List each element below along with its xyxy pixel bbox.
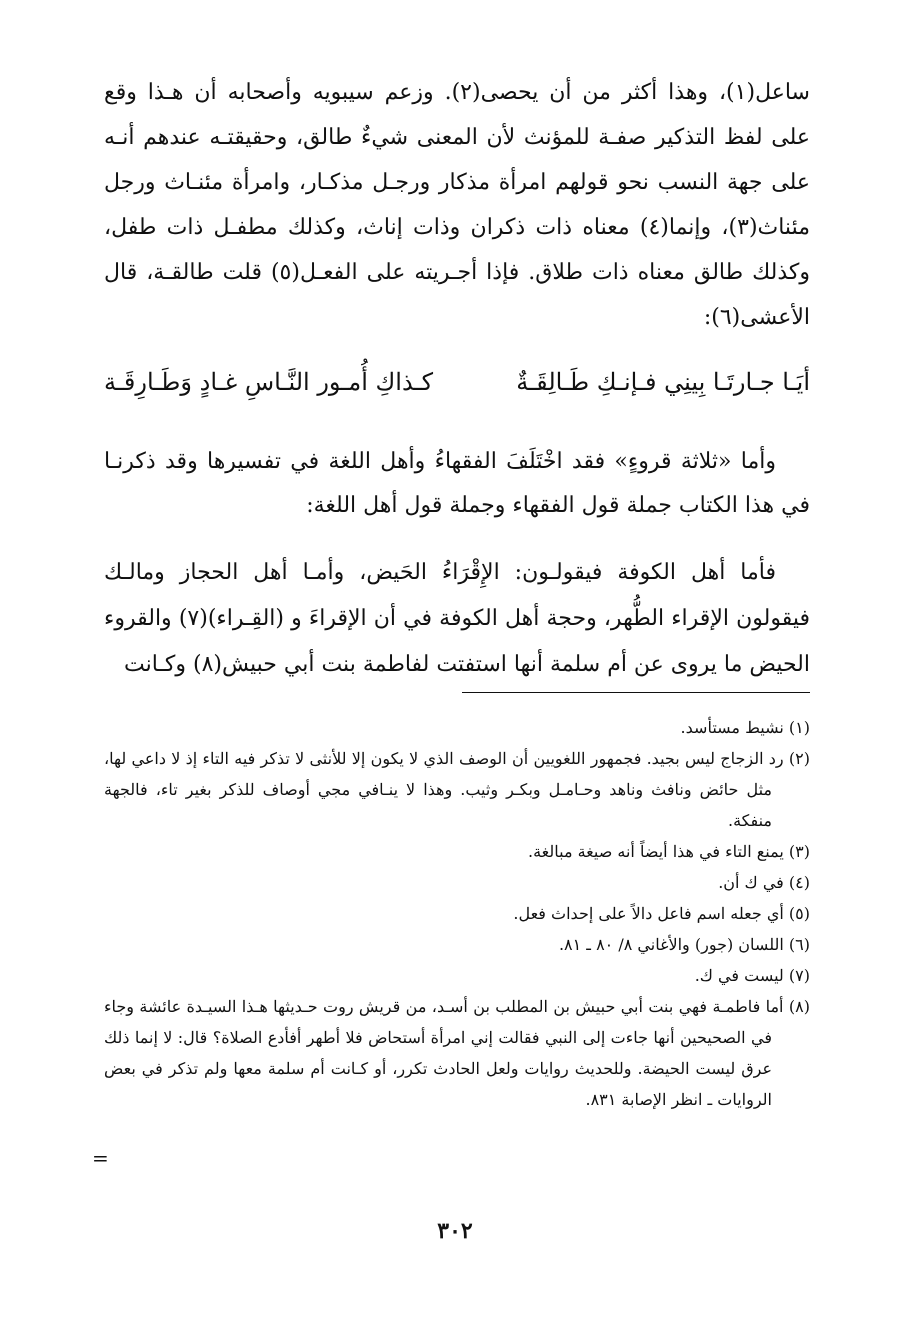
footnote-text: يمنع التاء في هذا أيضاً أنه صيغة مبالغة.: [527, 842, 784, 861]
footnote-number: (٨): [788, 997, 810, 1016]
footnote-number: (٧): [788, 966, 810, 985]
paragraph-1: ساعل(١)، وهذا أكثر من أن يحصى(٢). وزعم سيبويه وأصحابه أن هـذا وقع على لفظ التذكير صفـة للمؤنث لأن المعنى شيءٌ طالق، وحقيقتـه عندهم أنـه على جهة النسب نحو قولهم امرأة مذكار ورجـل مذكـار، وامرأة مئنـاث ورجل مئناث(٣)، وإنما(٤) معناه ذات ذكران وذات إناث، وكذلك مطفـل ذات طفل، وكذلك طالق معناه ذات طلاق. فإذا أجـريته على الفعـل(٥) قلت طالقـة، قال الأعشى(٦):: [104, 80, 810, 330]
footnote-text: رد الزجاج ليس بجيد. فجمهور اللغويين أن الوصف الذي لا يكون إلا للأنثى لا تذكر فيه التاء إذ لا داعي لها، مثل حائض ونافث وناهد وحـامـل وبكـر وثيب. وهذا لا ينـافي مجي أوصاف للذكر بغير تاء، فالجهة منفكة.: [104, 749, 784, 830]
page-number: ٣٠٢: [437, 1218, 473, 1244]
footnote-8: [104, 991, 810, 1115]
footnote-number: (٣): [788, 842, 810, 861]
footnote-number: (٢): [788, 749, 810, 768]
verse-second-hemistich: كـذاكِ أُمـور النَّـاسِ غـادٍ وَطَـارِقَـة: [104, 368, 434, 396]
footnote-text: أما فاطمـة فهي بنت أبي حبيش بن المطلب بن أسـد، من قريش روت حـديثها هـذا السيـدة عائشة وجاء في الصحيحين أنها جاءت إلى النبي فقالت إني امرأة أستحاض فلا أطهر أفأدع الصلاة؟ قال: لا إنما ذلك عرق ليست الحيضة. وللحديث روايات ولعل الحادث تكرر، أو كـانت أم سلمة معها ولم تذكر في بعض الروايات ـ انظر الإصابة ٨٣١.: [104, 997, 784, 1109]
footnote-text: نشيط مستأسد.: [680, 718, 784, 737]
footnote-1: [104, 712, 810, 743]
footnote-number: (١): [788, 718, 810, 737]
footnote-3: [104, 836, 810, 867]
main-text: [104, 70, 810, 340]
footnote-5: [104, 898, 810, 929]
footnote-number: (٥): [788, 904, 810, 923]
paragraph-3: فأما أهل الكوفة فيقولـون: الإِقْرَاءُ الحَيض، وأمـا أهل الحجاز ومالـك فيقولون الإقراء الطُّهر، وحجة أهل الكوفة في أن الإقراءَ و (القِـراء)(٧) والقروء الحيض ما يروى عن أم سلمة أنها استفتت لفاطمة بنت أبي حبيش(٨) وكـانت: [104, 560, 810, 677]
footnote-7: [104, 960, 810, 991]
footnote-text: أي جعله اسم فاعل دالاً على إحداث فعل.: [513, 904, 784, 923]
continuation-mark: =: [92, 1146, 109, 1170]
poetry-verse: [104, 360, 810, 404]
footnote-text: في ك أن.: [718, 873, 784, 892]
footnote-number: (٦): [788, 935, 810, 954]
footnote-text: اللسان (جور) والأغاني ٨/ ٨٠ ـ ٨١.: [558, 935, 784, 954]
paragraph-2: وأما «ثلاثة قروءٍ» فقد اخْتَلَفَ الفقهاءُ وأهل اللغة في تفسيرها وقد ذكرنـا في هذا الكتاب جملة قول الفقهاء وجملة قول أهل اللغة:: [104, 449, 810, 518]
footnotes: [104, 712, 810, 1115]
footnote-number: (٤): [788, 873, 810, 892]
footnote-text: ليست في ك.: [694, 966, 784, 985]
footnote-separator: [462, 692, 810, 693]
verse-first-hemistich: أيَـا جـارتَـا بِينِي فـإنـكِ طَـالِقَـةٌ: [516, 368, 810, 396]
footnote-2: [104, 743, 810, 836]
footnote-6: [104, 929, 810, 960]
footnote-4: [104, 867, 810, 898]
